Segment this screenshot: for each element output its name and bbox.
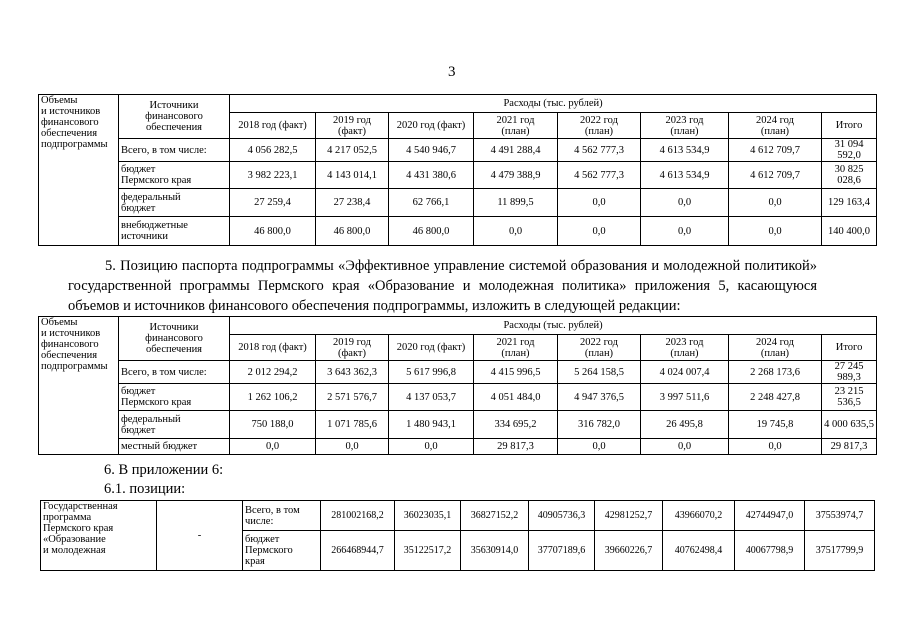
row-label-text: Всего, в том числе: [121,366,207,378]
table-cell: 62 766,1 [389,189,474,217]
program-table [40,500,875,571]
financing-table-1 [38,94,877,246]
program-name-text: «Образование [43,534,106,545]
table-cell: 39660226,7 [595,531,663,571]
table-cell: 2 248 427,8 [729,384,822,411]
table-cell: 36023035,1 [395,501,461,531]
table-cell: 4 000 635,5 [822,411,877,439]
table-cell: 0,0 [316,439,389,455]
row-label [119,189,230,217]
row-label-text: Пермского края [121,397,192,408]
table-cell: 0,0 [641,217,729,246]
year-header-text: (факт) [337,347,366,359]
program-name-text: программа [43,512,92,523]
table-cell: 129 163,4 [822,189,877,217]
col-volume-header [39,317,119,455]
col-sources-header [119,95,230,139]
year-header [729,113,822,139]
year-header-text: Итого [835,342,863,353]
table-cell: 42981252,7 [595,501,663,531]
table-cell: 281002168,2 [321,501,395,531]
row-label-text: федеральный [121,191,181,203]
year-header [389,113,474,139]
page-number: 3 [448,64,456,80]
table-cell: 27 238,4 [316,189,389,217]
year-header [230,113,316,139]
table-cell: 0,0 [389,439,474,455]
year-header-text: (план) [584,125,614,137]
table-cell: 4 612 709,7 [729,139,822,162]
year-header-text: 2022 год [580,336,618,348]
year-header [729,335,822,361]
table-cell: 36827152,2 [461,501,529,531]
row-label-text: Всего, в том числе: [121,144,207,156]
table-cell: 4 562 777,3 [558,139,641,162]
table-cell: 4 137 053,7 [389,384,474,411]
table-cell: 140 400,0 [822,217,877,246]
program-name-text: Пермского края [43,523,114,534]
table-cell: 29 817,3 [822,439,877,455]
table-cell: 37707189,6 [529,531,595,571]
financing-table-2 [38,316,877,455]
col-volume-header-text: обеспечения [41,128,98,139]
dash-cell: - [157,501,243,571]
row-label-text: края [245,556,265,567]
col-volume-header-text: финансового [41,117,99,128]
table-cell: 4 415 996,5 [474,361,558,384]
table-cell: 1 262 106,2 [230,384,316,411]
table-cell: 19 745,8 [729,411,822,439]
year-header-text: (план) [584,347,614,359]
year-header-text: (план) [501,347,530,359]
table-cell: 334 695,2 [474,411,558,439]
row-label [119,162,230,189]
paragraph-5: 5. Позицию паспорта подпрограммы «Эффективное управление системой образования и молодежной политикой» государственной программы Пермского края «Образование и молодежная политика» приложения 5, касающуюся объемов и источников финансового обеспечения подпрограммы, изложить в следующей редакции: [68,258,817,314]
year-header [474,335,558,361]
year-header [474,113,558,139]
year-header [641,335,729,361]
table-cell: 37517799,9 [805,531,875,571]
table-row [39,439,877,455]
table-cell: 37553974,7 [805,501,875,531]
table-cell: 4 613 534,9 [641,139,729,162]
table-cell: 4 613 534,9 [641,162,729,189]
year-header-text: (факт) [337,125,366,137]
col-sources-header-text: обеспечения [145,122,203,133]
table-cell: 4 024 007,4 [641,361,729,384]
year-header-text: 2018 год (факт) [238,120,307,131]
year-header-text: (план) [760,125,790,137]
table-cell: 0,0 [558,439,641,455]
row-label-text: источники [121,231,168,242]
col-volume-header-text: подпрограммы [41,139,108,150]
row-label [243,531,321,571]
row-label-text: Пермского края [121,175,192,186]
table-cell: 4 947 376,5 [558,384,641,411]
table-cell: 29 817,3 [474,439,558,455]
col-volume-header-text: Объемы [41,317,78,328]
year-header [641,113,729,139]
row-label-text: местный бюджет [121,441,198,452]
year-header [822,335,877,361]
row-label-text: бюджет [121,386,156,397]
year-header-text: (план) [670,347,699,359]
table-cell: 266468944,7 [321,531,395,571]
row-label [119,384,230,411]
row-label-text: числе: [245,515,274,527]
col-volume-header-text: и источников [41,106,101,117]
table-cell: 1 480 943,1 [389,411,474,439]
year-header-text: 2021 год [496,336,535,348]
table-cell: 0,0 [729,189,822,217]
table-cell: 27 259,4 [230,189,316,217]
table-cell: 0,0 [558,189,641,217]
col-volume-header-text: Объемы [41,95,78,106]
year-header-text: 2018 год (факт) [238,342,307,353]
year-header-text: 2022 год [580,114,618,126]
table-row [39,139,877,162]
year-header [558,335,641,361]
year-header-text: (план) [670,125,699,137]
row-label [119,217,230,246]
table-cell: 4 143 014,1 [316,162,389,189]
row-label [119,411,230,439]
year-header-text: 2019 год [333,114,371,126]
table-row [39,361,877,384]
table-cell: 0,0 [641,189,729,217]
year-header-text: (план) [501,125,530,137]
year-header [389,335,474,361]
table-row [39,162,877,189]
table-cell: 40762498,4 [663,531,735,571]
row-label [119,361,230,384]
row-label [119,139,230,162]
year-header [316,113,389,139]
expenses-header: Расходы (тыс. рублей) [230,317,877,335]
year-header-text: 2024 год [756,336,794,348]
table-row [39,384,877,411]
table-cell: 750 188,0 [230,411,316,439]
table-cell: 35630914,0 [461,531,529,571]
table-cell: 2 012 294,2 [230,361,316,384]
table-cell: 46 800,0 [389,217,474,246]
row-label [243,501,321,531]
row-label-text: Пермского [245,545,293,556]
table-row [39,217,877,246]
table-cell: 4 217 052,5 [316,139,389,162]
row-label [119,439,230,455]
col-sources-header-text: Источники [149,322,199,333]
table-cell: 35122517,2 [395,531,461,571]
row-label-text: внебюджетные [121,220,188,231]
table-cell: 3 982 223,1 [230,162,316,189]
table-cell: 2 571 576,7 [316,384,389,411]
row-label-text: Всего, в том [245,504,300,516]
table-cell: 42744947,0 [735,501,805,531]
table-cell: 27 245 989,3 [822,361,877,384]
year-header [230,335,316,361]
table-cell: 4 491 288,4 [474,139,558,162]
table-cell: 0,0 [558,217,641,246]
year-header [316,335,389,361]
row-label-text: бюджет [121,424,156,436]
year-header-text: 2019 год [333,336,371,348]
program-name-text: и молодежная [43,545,106,556]
table-cell: 0,0 [729,439,822,455]
table-cell: 4 051 484,0 [474,384,558,411]
table-cell: 0,0 [230,439,316,455]
year-header-text: 2020 год (факт) [396,342,466,353]
table-row [41,501,875,531]
table-cell: 3 643 362,3 [316,361,389,384]
table-cell: 4 562 777,3 [558,162,641,189]
col-sources-header-text: обеспечения [145,344,203,355]
year-header-text: 2021 год [496,114,535,126]
row-label-text: бюджет [245,534,280,545]
table-cell: 30 825 028,6 [822,162,877,189]
table-cell: 4 479 388,9 [474,162,558,189]
table-row [39,411,877,439]
program-name-text: Государственная [43,501,118,512]
table-cell: 11 899,5 [474,189,558,217]
table-cell: 1 071 785,6 [316,411,389,439]
year-header-text: 2023 год [665,114,704,126]
table-cell: 46 800,0 [316,217,389,246]
col-volume-header-text: и источников [41,328,101,339]
program-name [41,501,157,571]
row-label-text: бюджет [121,164,156,175]
col-volume-header-text: обеспечения [41,350,98,361]
row-label-text: федеральный [121,413,181,425]
table-cell: 2 268 173,6 [729,361,822,384]
expenses-header: Расходы (тыс. рублей) [230,95,877,113]
col-volume-header-text: финансового [41,339,99,350]
table-cell: 3 997 511,6 [641,384,729,411]
table-cell: 4 540 946,7 [389,139,474,162]
col-sources-header-text: Источники [149,100,199,111]
table-cell: 4 431 380,6 [389,162,474,189]
table-cell: 26 495,8 [641,411,729,439]
table-cell: 31 094 592,0 [822,139,877,162]
year-header-text: 2020 год (факт) [396,120,466,131]
col-volume-header-text: подпрограммы [41,361,108,372]
table-cell: 43966070,2 [663,501,735,531]
table-row [39,189,877,217]
year-header-text: 2023 год [665,336,704,348]
table-cell: 0,0 [641,439,729,455]
table-cell: 5 617 996,8 [389,361,474,384]
section-6-heading: 6. В приложении 6: [104,462,224,478]
table-cell: 40905736,3 [529,501,595,531]
year-header [822,113,877,139]
col-sources-header [119,317,230,361]
table-cell: 4 612 709,7 [729,162,822,189]
year-header-text: 2024 год [756,114,794,126]
table-cell: 0,0 [474,217,558,246]
table-cell: 5 264 158,5 [558,361,641,384]
table-cell: 23 215 536,5 [822,384,877,411]
table-cell: 316 782,0 [558,411,641,439]
col-volume-header [39,95,119,246]
year-header-text: (план) [760,347,790,359]
table-cell: 0,0 [729,217,822,246]
table-cell: 46 800,0 [230,217,316,246]
year-header [558,113,641,139]
table-cell: 4 056 282,5 [230,139,316,162]
year-header-text: Итого [835,120,863,131]
row-label-text: бюджет [121,202,156,214]
table-cell: 40067798,9 [735,531,805,571]
col-sources-header-text: финансового [145,111,203,122]
section-6-1-heading: 6.1. позиции: [104,481,186,497]
col-sources-header-text: финансового [145,333,203,344]
